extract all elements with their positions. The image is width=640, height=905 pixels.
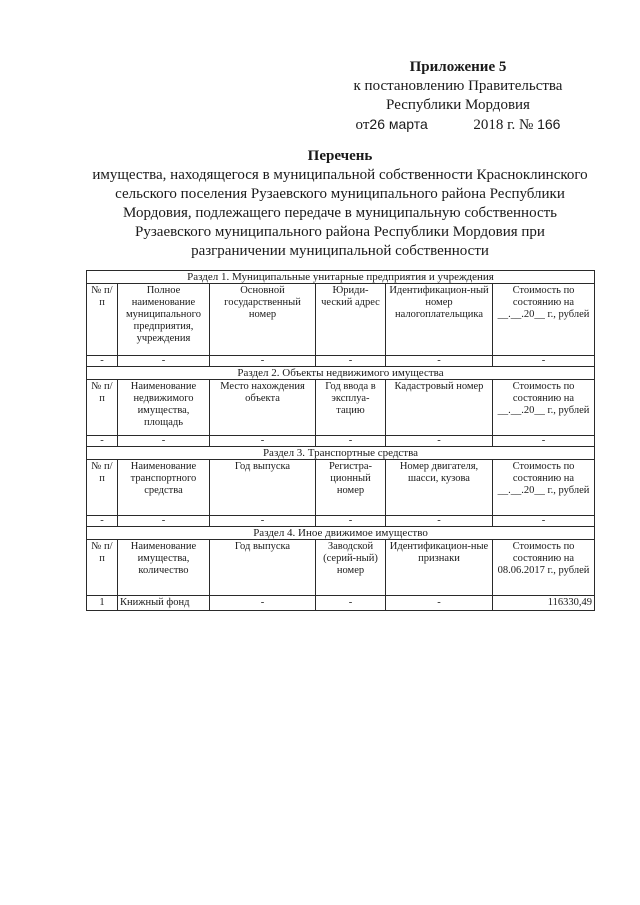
appendix-date-line xyxy=(318,115,598,135)
list-title-line-2: сельского поселения Рузаевского муниципального района Республики xyxy=(115,186,565,202)
cell: - xyxy=(493,356,595,367)
cell: - xyxy=(386,436,493,447)
cell: - xyxy=(210,436,316,447)
section-1-header-row xyxy=(87,284,595,356)
section-title: Раздел 4. Иное движимое имущество xyxy=(87,527,595,540)
list-title-line-5: разграничении муниципальной собственности xyxy=(191,243,489,259)
header-cell: Идентификацион-ный номер налогоплательщика xyxy=(386,284,493,356)
header-cell: Стоимость по состоянию на __.__.20__ г., рублей xyxy=(493,380,595,436)
header-cell: Основной государственный номер xyxy=(210,284,316,356)
header-cell: Номер двигателя, шасси, кузова xyxy=(386,460,493,516)
header-cell: Полное наименование муниципального предприятия, учреждения xyxy=(118,284,210,356)
section-title: Раздел 2. Объекты недвижимого имущества xyxy=(87,367,595,380)
section-4-header-row xyxy=(87,540,595,596)
header-cell: № п/п xyxy=(87,460,118,516)
header-cell: Стоимость по состоянию на __.__.20__ г., рублей xyxy=(493,460,595,516)
cell: - xyxy=(386,596,493,611)
table-row xyxy=(87,596,595,611)
cell: Книжный фонд xyxy=(118,596,210,611)
header-cell: Наименование транспортного средства xyxy=(118,460,210,516)
appendix-title: Приложение 5 xyxy=(409,59,507,75)
section-3-header-row xyxy=(87,460,595,516)
cell: - xyxy=(386,356,493,367)
header-cell: Место нахождения объекта xyxy=(210,380,316,436)
header-cell: Год ввода в эксплуа-тацию xyxy=(316,380,386,436)
date-day-month: 26 марта xyxy=(369,116,428,132)
header-cell: Наименование недвижимого имущества, площадь xyxy=(118,380,210,436)
section-title: Раздел 3. Транспортные средства xyxy=(87,447,595,460)
section-1-title-row xyxy=(87,271,595,284)
header-cell: № п/п xyxy=(87,540,118,596)
list-title xyxy=(60,147,620,261)
cell: - xyxy=(210,516,316,527)
date-year: 2018 г. № xyxy=(473,117,534,133)
appendix-line-2: Республики Мордовия xyxy=(386,97,530,113)
cell: - xyxy=(316,356,386,367)
header-cell: Заводской (серий-ный) номер xyxy=(316,540,386,596)
cell: - xyxy=(210,356,316,367)
cell: - xyxy=(118,516,210,527)
table-row xyxy=(87,516,595,527)
cell: - xyxy=(210,596,316,611)
cell: - xyxy=(316,436,386,447)
appendix-header xyxy=(318,58,598,135)
appendix-line-1: к постановлению Правительства xyxy=(353,78,563,94)
section-4-title-row xyxy=(87,527,595,540)
list-title-line-1: имущества, находящегося в муниципальной собственности Красноклинского xyxy=(92,167,588,183)
property-table xyxy=(86,270,595,611)
list-title-line-4: Рузаевского муниципального района Республики Мордовия при xyxy=(135,224,545,240)
section-2-title-row xyxy=(87,367,595,380)
header-cell: Наименование имущества, количество xyxy=(118,540,210,596)
cell: 116330,49 xyxy=(493,596,595,611)
cell: 1 xyxy=(87,596,118,611)
header-cell: Год выпуска xyxy=(210,540,316,596)
section-title: Раздел 1. Муниципальные унитарные предприятия и учреждения xyxy=(87,271,595,284)
table-row xyxy=(87,436,595,447)
date-prefix: от xyxy=(355,117,370,133)
list-title-line-3: Мордовия, подлежащего передаче в муниципальную собственность xyxy=(122,205,558,221)
section-2-header-row xyxy=(87,380,595,436)
cell: - xyxy=(386,516,493,527)
cell: - xyxy=(316,516,386,527)
cell: - xyxy=(87,436,118,447)
header-cell: Стоимость по состоянию на __.__.20__ г., рублей xyxy=(493,284,595,356)
cell: - xyxy=(118,436,210,447)
cell: - xyxy=(87,356,118,367)
header-cell: Год выпуска xyxy=(210,460,316,516)
header-cell: Стоимость по состоянию на 08.06.2017 г., рублей xyxy=(493,540,595,596)
table-row xyxy=(87,356,595,367)
header-cell: № п/п xyxy=(87,284,118,356)
header-cell: Юриди-ческий адрес xyxy=(316,284,386,356)
header-cell: Регистра-ционный номер xyxy=(316,460,386,516)
cell: - xyxy=(87,516,118,527)
list-heading: Перечень xyxy=(307,148,373,164)
doc-number: 166 xyxy=(537,116,561,132)
cell: - xyxy=(118,356,210,367)
header-cell: Кадастровый номер xyxy=(386,380,493,436)
header-cell: Идентификацион-ные признаки xyxy=(386,540,493,596)
cell: - xyxy=(493,516,595,527)
cell: - xyxy=(316,596,386,611)
cell: - xyxy=(493,436,595,447)
section-3-title-row xyxy=(87,447,595,460)
header-cell: № п/п xyxy=(87,380,118,436)
